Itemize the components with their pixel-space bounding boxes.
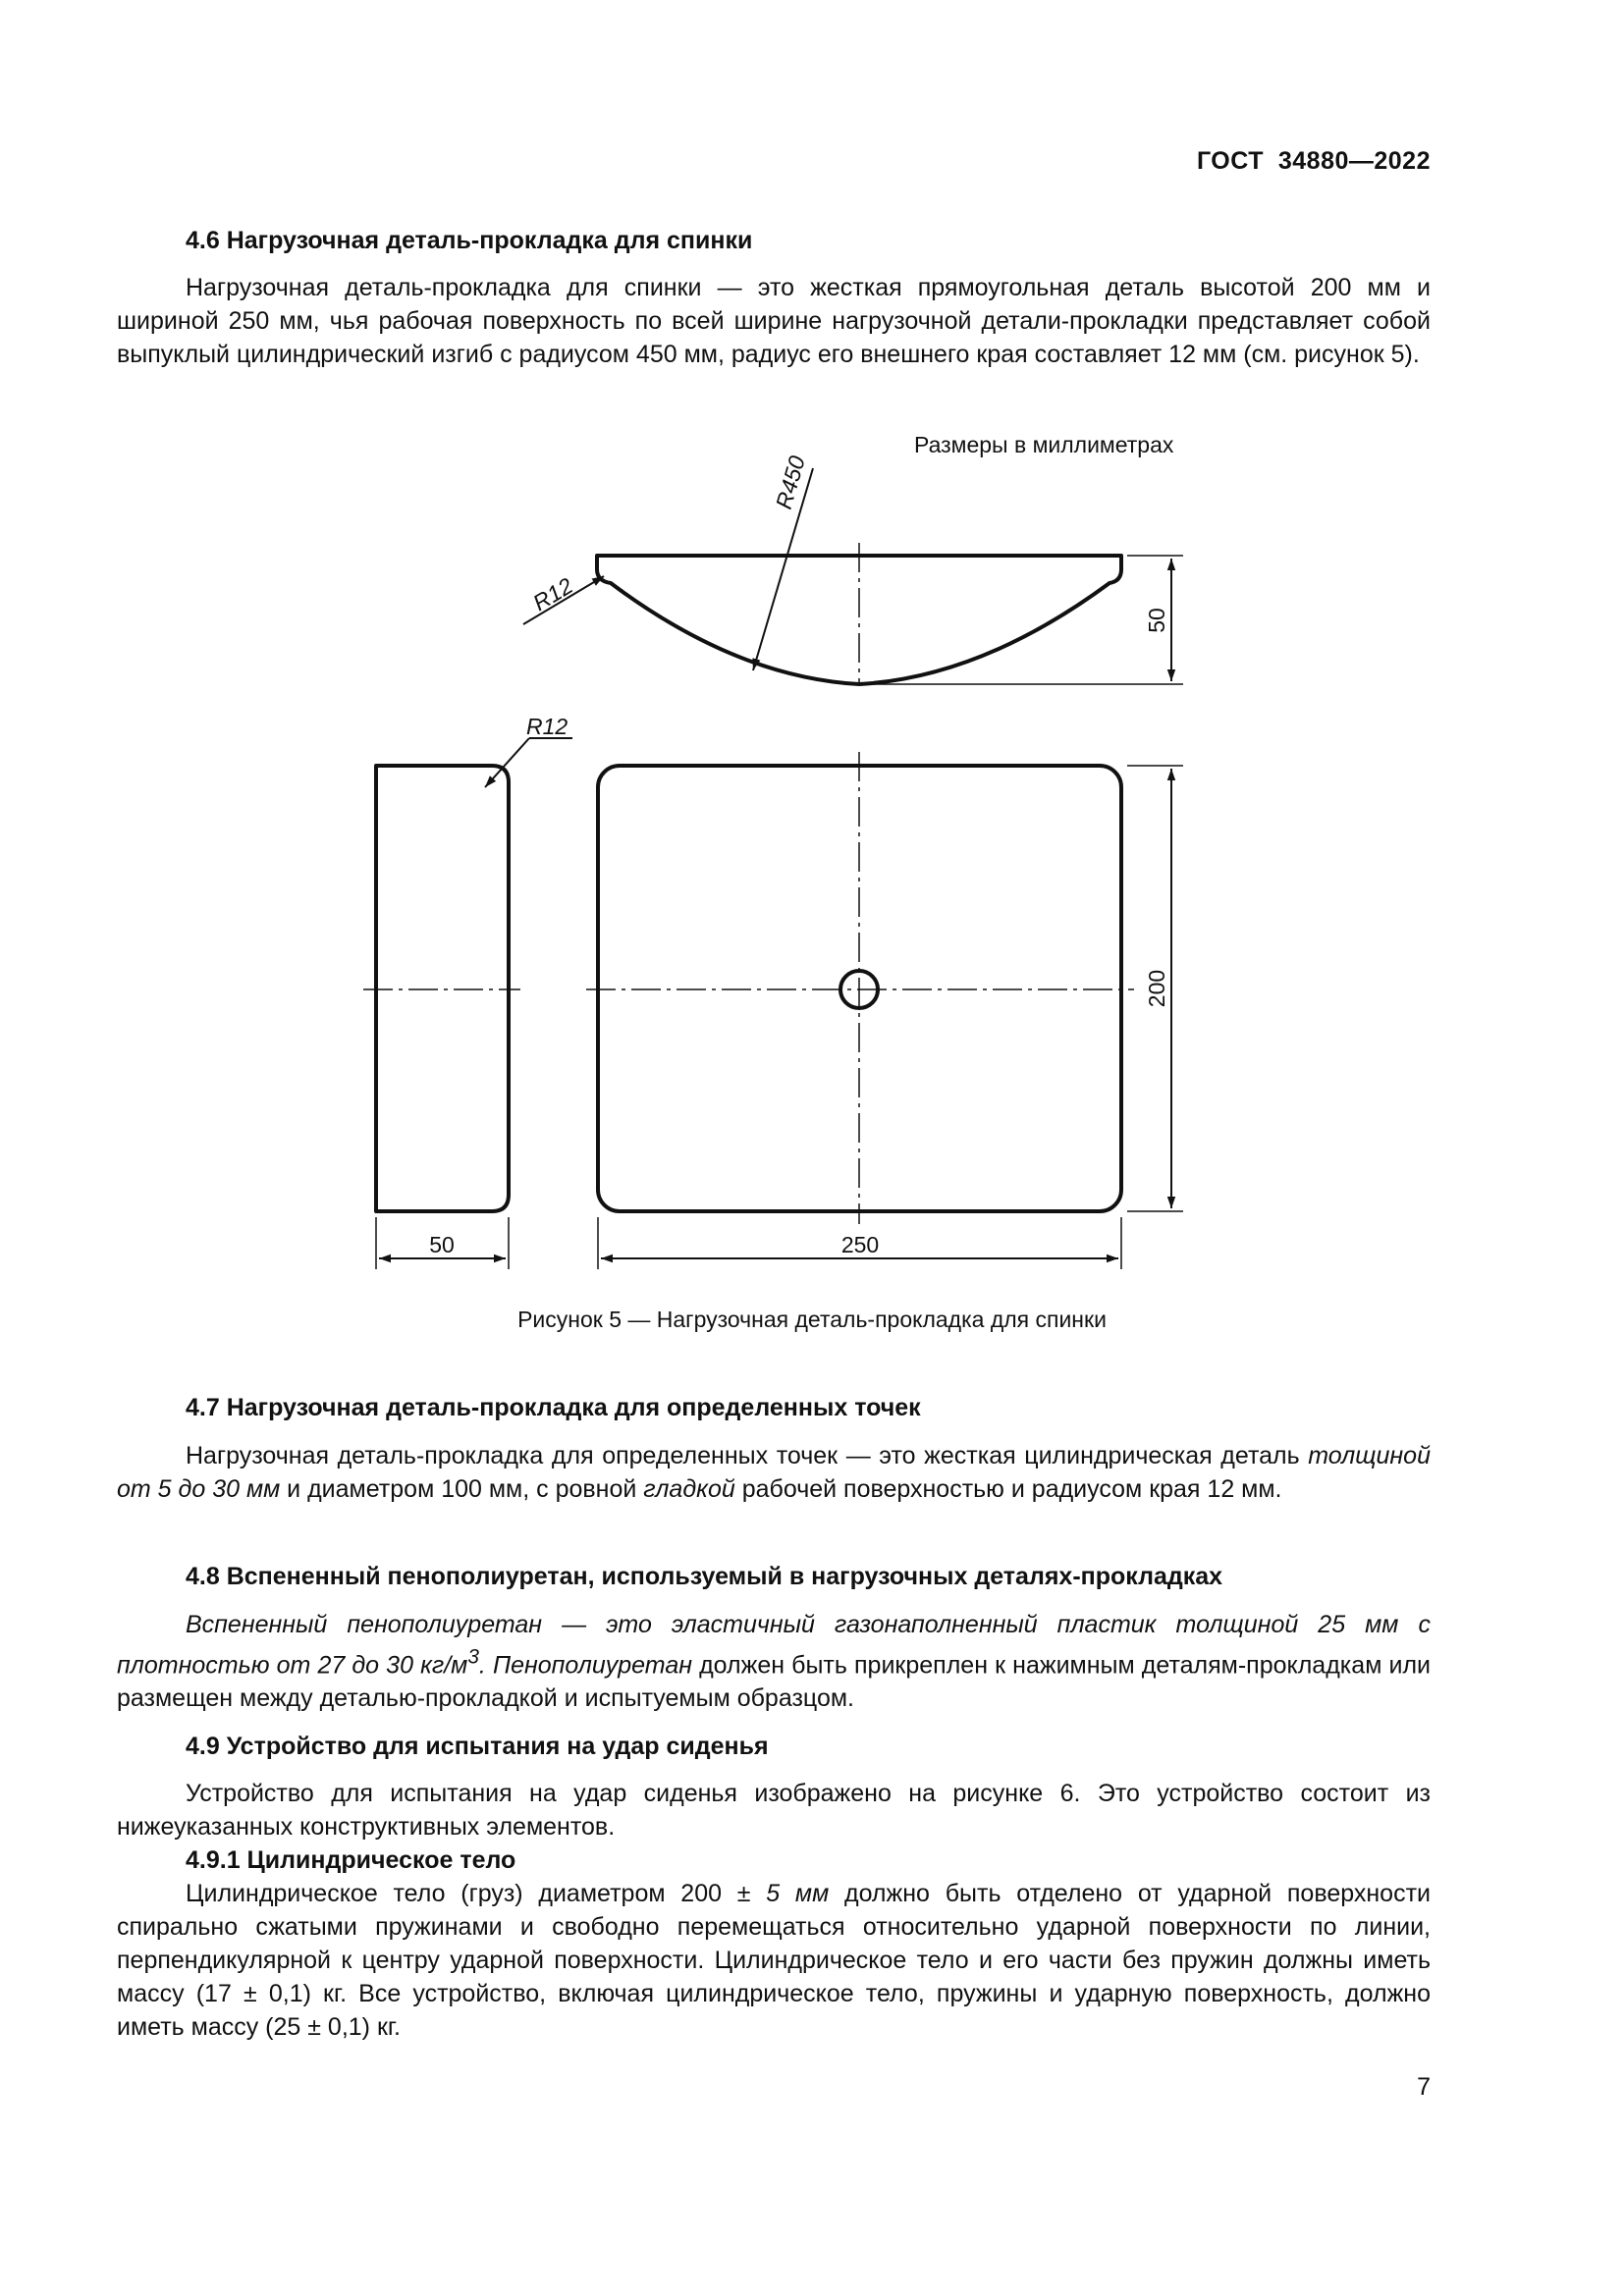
section-heading-4-9-1: 4.9.1 Цилиндрическое тело [186,1846,516,1874]
paragraph [117,1877,1431,2044]
text-run: Цилиндрическое тело (груз) диаметром 200 ± [186,1880,767,1907]
units-note: Размеры в миллиметрах [914,432,1174,457]
dim-250-label: 250 [840,1232,880,1257]
dim-50-width-label: 50 [429,1232,455,1257]
paragraph [117,1439,1431,1506]
document-id: ГОСТ 34880—2022 [1196,147,1431,175]
r450-label: R450 [770,453,810,512]
text-run-italic: 5 мм [766,1880,830,1907]
page-number: 7 [1417,2073,1431,2101]
text-run-italic: Вспененный пенополиуретан — это эластичный газонаполненный пластик толщиной 25 мм с плотностью от 27 до 30 кг/м [117,1611,1431,1680]
section-text-4-7 [117,1439,1431,1506]
section-heading-4-7: 4.7 Нагрузочная деталь-прокладка для определенных точек [186,1394,921,1421]
paragraph [117,1608,1431,1715]
section-text-4-8 [117,1608,1431,1715]
front-view [586,752,1183,1269]
r12-side-label: R12 [526,714,568,739]
text-run-italic: . Пенополиуретан [478,1651,692,1680]
side-view [363,714,572,1269]
text-run: Нагрузочная деталь-прокладка для определенных точек — это жесткая цилиндрическая деталь [186,1442,1309,1469]
section-heading-4-9: 4.9 Устройство для испытания на удар сиденья [186,1733,769,1760]
figure-caption: Рисунок 5 — Нагрузочная деталь-прокладка для спинки [517,1307,1107,1332]
paragraph: Нагрузочная деталь-прокладка для спинки — это жесткая прямоугольная деталь высотой 200 мм и шириной 250 мм, чья рабочая поверхность по всей ширине нагрузочной детали-прокладки представляет собой выпуклый цилиндрический изгиб с радиусом 450 мм, радиус его внешнего края составляет 12 мм (см. рисунок 5). [117,274,1431,368]
text-run: должно быть отделено от ударной поверхности спирально сжатыми пружинами и свободно перемещаться относительно ударной поверхности по линии, перпендикулярной к центру ударной поверхности. Цилиндрическое тело и его части без пружин должны иметь массу (17 ± 0,1) кг. Все устройство, включая цилиндрическое тело, пружины и ударную поверхность, должно иметь массу (25 ± 0,1) кг. [117,1880,1431,2041]
dim-200-label: 200 [1144,969,1169,1008]
section-heading-4-8: 4.8 Вспененный пенополиуретан, используемый в нагрузочных деталях-прокладках [186,1563,1223,1590]
profile-outline [597,556,1121,684]
text-run: должен быть прикреплен к нажимным деталям-прокладкам или размещен между деталью-прокладкой и испытуемым образцом. [117,1651,1431,1713]
superscript: 3 [467,1646,479,1669]
section-heading-4-6: 4.6 Нагрузочная деталь-прокладка для спинки [186,227,753,254]
text-run: рабочей поверхностью и радиусом края 12 мм. [734,1475,1282,1503]
paragraph: Устройство для испытания на удар сиденья изображено на рисунке 6. Это устройство состоит из нижеуказанных конструктивных элементов. [117,1780,1431,1841]
text-run: и диаметром 100 мм, с ровной [280,1475,644,1503]
text-run-italic: гладкой [643,1475,735,1503]
text-run-italic: толщиной от 5 до 30 мм [117,1442,1431,1503]
dim-50-height-label: 50 [1144,608,1169,633]
section-text-4-9 [117,1777,1431,1843]
side-view-outline [376,766,509,1211]
section-text-4-9-1 [117,1877,1431,2044]
r12-top-label: R12 [528,572,577,616]
side-profile-view [523,453,1183,684]
